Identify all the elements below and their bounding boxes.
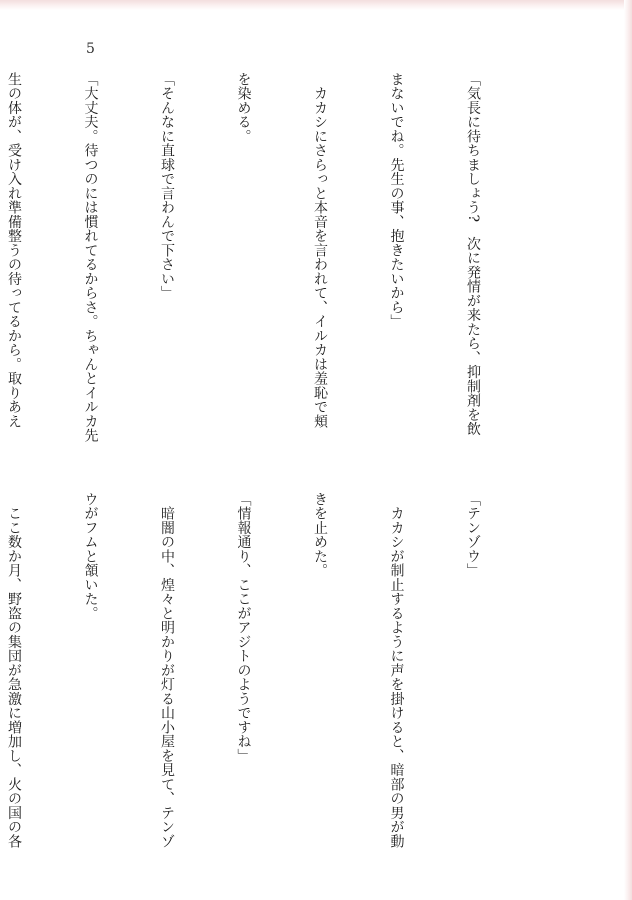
text-line: を染める。 xyxy=(235,72,252,144)
text-line: ウがフムと頷いた。 xyxy=(82,492,99,621)
text-line: カカシにさらっと本音を言われて、イルカは羞恥で頬 xyxy=(312,72,328,429)
page-edge-top xyxy=(0,0,632,10)
text-line: 「そんなに直球で言わんで下さい」 xyxy=(159,72,175,300)
text-line: ここ数か月、野盗の集団が急激に増加し、火の国の各 xyxy=(6,492,22,849)
text-line: カカシが制止するように声を掛けると、暗部の男が動 xyxy=(388,492,405,849)
text-line: まないでね。先生の事、抱きたいから」 xyxy=(388,72,405,329)
text-line: 「気長に待ちましょう? 次に発情が来たら、抑制剤を飲 xyxy=(465,72,481,437)
page-edge-right xyxy=(624,0,632,900)
text-block-bottom xyxy=(0,492,536,849)
text-line: 「情報通り、ここがアジトのようですね」 xyxy=(235,492,252,763)
text-line: 生の体が、受け入れ準備整うの待ってるから。取りあえ xyxy=(6,72,22,429)
text-line: 「テンゾウ」 xyxy=(465,492,481,578)
text-line: 「大丈夫。待つのには慣れてるからさ。ちゃんとイルカ先 xyxy=(82,72,99,443)
page-number: 5 xyxy=(86,41,95,57)
text-block-top xyxy=(0,72,536,450)
text-line: きを止めた。 xyxy=(312,492,328,578)
text-line: 暗闇の中、煌々と明かりが灯る山小屋を見て、テンゾ xyxy=(159,492,175,849)
